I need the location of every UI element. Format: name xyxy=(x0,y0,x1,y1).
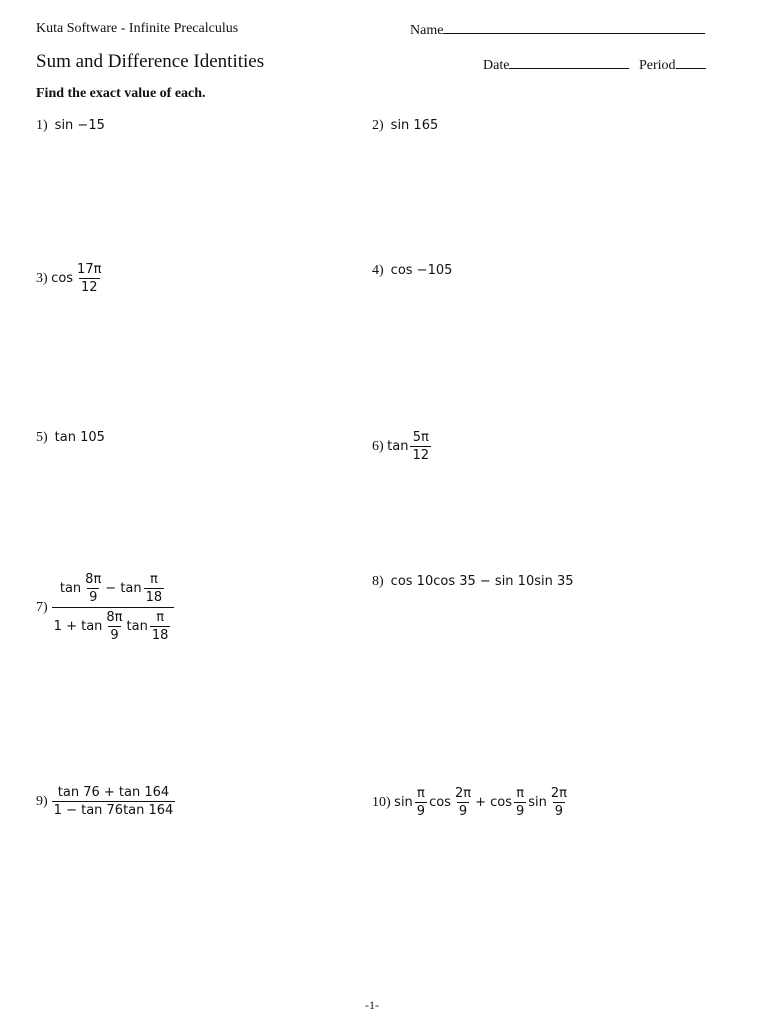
problem-number: 7) xyxy=(36,599,48,615)
problem-2 xyxy=(372,118,438,134)
numerator: 8π xyxy=(85,572,102,587)
function-name: tan xyxy=(387,439,409,454)
one-plus-tan: 1 + tan xyxy=(53,619,103,634)
fraction xyxy=(410,430,431,463)
compound-denominator xyxy=(52,607,175,643)
denominator: 9 xyxy=(554,804,564,819)
problem-number: 4) xyxy=(372,263,384,278)
fraction xyxy=(83,572,103,605)
fraction xyxy=(453,786,473,819)
sin-label: sin xyxy=(528,795,547,810)
problem-expression: tan 105 xyxy=(54,430,105,445)
compound-fraction xyxy=(52,572,175,643)
compound-numerator xyxy=(58,572,168,607)
tan-label: tan xyxy=(126,619,148,634)
fraction xyxy=(150,610,171,643)
problem-number: 9) xyxy=(36,793,48,809)
cos-label: cos xyxy=(429,795,451,810)
problem-8 xyxy=(372,574,574,590)
problem-1 xyxy=(36,118,105,134)
problem-6 xyxy=(372,430,433,463)
numerator: π xyxy=(156,610,165,625)
problem-number: 8) xyxy=(372,574,384,589)
numerator: tan 76 + tan 164 xyxy=(57,785,170,800)
worksheet-title: Sum and Difference Identities xyxy=(36,51,265,72)
denominator: 9 xyxy=(416,804,426,819)
problem-number: 10) xyxy=(372,794,391,810)
fraction xyxy=(415,786,427,819)
problem-9 xyxy=(36,785,177,818)
fraction xyxy=(104,610,124,643)
period-field[interactable] xyxy=(639,56,706,74)
problem-4 xyxy=(372,263,452,279)
date-field[interactable] xyxy=(483,56,629,74)
software-label: Kuta Software - Infinite Precalculus xyxy=(36,21,239,36)
numerator: 2π xyxy=(454,786,472,801)
problem-7 xyxy=(36,572,176,643)
numerator: 17π xyxy=(77,262,102,277)
problem-10 xyxy=(372,786,571,819)
problem-number: 2) xyxy=(372,118,384,133)
denominator: 9 xyxy=(89,590,98,605)
plus-cos-label: + cos xyxy=(475,795,512,810)
problem-number: 6) xyxy=(372,438,384,454)
numerator: π xyxy=(417,786,425,801)
numerator: π xyxy=(150,572,158,587)
denominator: 9 xyxy=(110,628,119,643)
problem-number: 5) xyxy=(36,430,48,445)
instructions: Find the exact value of each. xyxy=(36,86,206,101)
denominator: 12 xyxy=(412,448,430,463)
problem-expression xyxy=(394,786,571,819)
problem-3 xyxy=(36,262,105,295)
problem-number: 1) xyxy=(36,118,48,133)
date-label: Date xyxy=(483,58,510,73)
name-label: Name xyxy=(410,23,444,38)
denominator: 9 xyxy=(515,804,525,819)
denominator: 18 xyxy=(151,628,169,643)
problem-number: 3) xyxy=(36,270,48,286)
sin-label: sin xyxy=(394,795,413,810)
problem-expression: cos −105 xyxy=(390,263,453,278)
numerator: 5π xyxy=(412,430,429,445)
denominator: 9 xyxy=(458,804,468,819)
problem-expression: sin −15 xyxy=(54,118,105,133)
problem-expression: sin 165 xyxy=(390,118,439,133)
numerator: 8π xyxy=(106,610,123,625)
fraction xyxy=(549,786,569,819)
tan-label: tan xyxy=(59,581,82,596)
problem-5 xyxy=(36,430,105,446)
tan-label: tan xyxy=(120,581,142,596)
denominator: 12 xyxy=(80,280,98,295)
name-line xyxy=(443,21,705,34)
name-field[interactable] xyxy=(410,21,705,39)
period-line xyxy=(676,56,706,69)
fraction xyxy=(75,262,103,295)
fraction xyxy=(144,572,165,605)
fraction xyxy=(52,785,176,818)
period-label: Period xyxy=(639,58,676,73)
minus-operator: − xyxy=(105,581,117,596)
function-name: cos xyxy=(51,271,74,286)
numerator: 2π xyxy=(550,786,567,801)
date-line xyxy=(509,56,629,69)
denominator: 18 xyxy=(145,590,163,605)
problem-expression: cos 10cos 35 − sin 10sin 35 xyxy=(390,574,574,589)
denominator: 1 − tan 76tan 164 xyxy=(53,803,174,818)
page-number: -1- xyxy=(365,998,379,1012)
numerator: π xyxy=(516,786,525,801)
fraction xyxy=(514,786,526,819)
